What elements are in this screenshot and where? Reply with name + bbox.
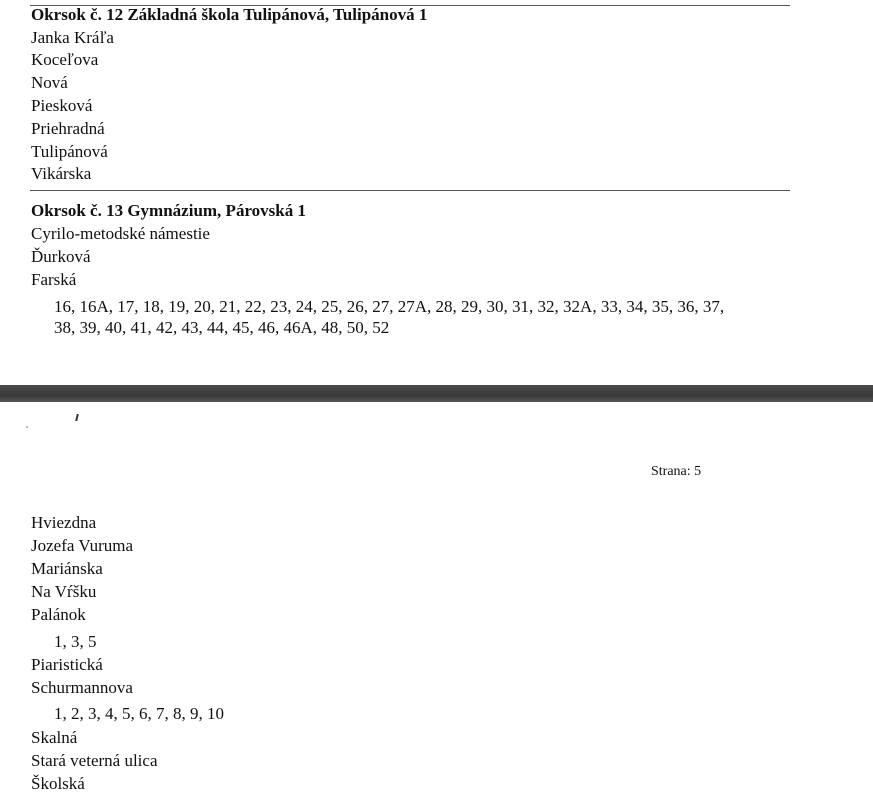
street-item: Na Vŕšku (31, 582, 97, 601)
street-item: Tulipánová (31, 142, 108, 161)
section-12-heading: Okrsok č. 12 Základná škola Tulipánová, Tulipánová 1 (31, 5, 428, 24)
house-numbers: 1, 3, 5 (54, 632, 97, 651)
street-item: Nová (31, 73, 68, 92)
street-item: Vikárska (31, 164, 92, 183)
house-numbers: 38, 39, 40, 41, 42, 43, 44, 45, 46, 46A, 48, 50, 52 (54, 318, 390, 337)
street-item: Palánok (31, 605, 86, 624)
street-item: Janka Kráľa (31, 28, 114, 47)
street-item: Mariánska (31, 559, 103, 578)
scan-mark (26, 426, 28, 428)
street-item: Školská (31, 774, 85, 793)
street-item: Schurmannova (31, 678, 133, 697)
house-numbers: 1, 2, 3, 4, 5, 6, 7, 8, 9, 10 (54, 704, 224, 723)
document-page-bottom (0, 402, 873, 795)
page-number: Strana: 5 (651, 464, 702, 479)
house-numbers: 16, 16A, 17, 18, 19, 20, 21, 22, 23, 24, 25, 26, 27, 27A, 28, 29, 30, 31, 32, 32A, 33, 34, 35, 36, 37, (54, 297, 725, 316)
street-item: Stará veterná ulica (31, 751, 158, 770)
page-separator (0, 385, 873, 402)
street-item: Jozefa Vuruma (31, 536, 134, 555)
street-item: Koceľova (31, 50, 99, 69)
street-item: Hviezdna (31, 513, 97, 532)
street-item: Skalná (31, 728, 78, 747)
street-item: Cyrilo-metodské námestie (31, 224, 210, 243)
street-item: Priehradná (31, 119, 105, 138)
section-divider (30, 190, 790, 191)
section-13-heading: Okrsok č. 13 Gymnázium, Párovská 1 (31, 201, 307, 220)
street-item: Farská (31, 270, 77, 289)
street-item: Piesková (31, 96, 93, 115)
street-item: Piaristická (31, 655, 103, 674)
street-item: Ďurková (31, 247, 91, 266)
